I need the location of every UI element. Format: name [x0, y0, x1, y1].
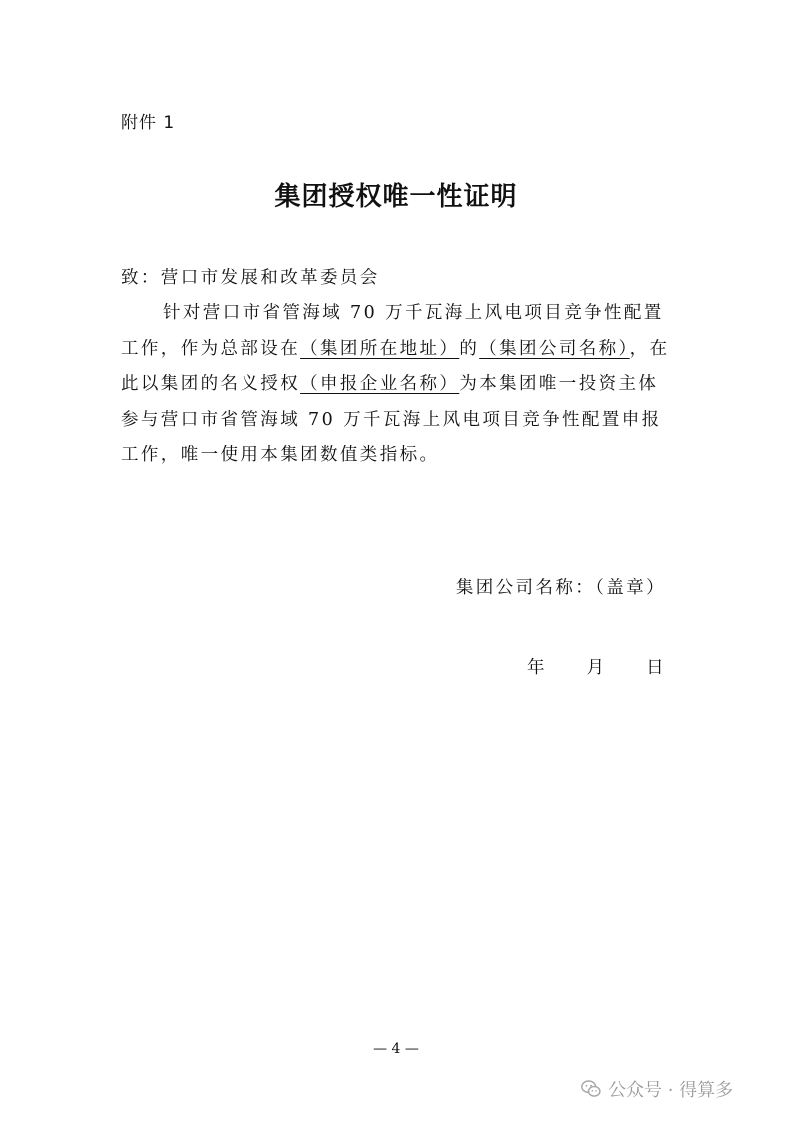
- paragraph-part-4: 为本集团唯一投资主体参与营口市省管海域 70 万千瓦海上风电项目竞争性配置申报工作，唯一使用本集团数值类指标。: [121, 374, 662, 465]
- date-month: 月: [586, 658, 605, 678]
- field-group-company-name: （集团公司名称）: [479, 338, 630, 359]
- date-year: 年: [527, 658, 545, 678]
- document-title: 集团授权唯一性证明: [274, 182, 518, 212]
- date-day: 日: [646, 658, 664, 678]
- signature-line: 集团公司名称：（盖章）: [455, 578, 666, 598]
- page-number: — 4 —: [373, 1041, 419, 1057]
- field-applicant-name: （申报企业名称）: [300, 374, 460, 394]
- paragraph-part-1: 针对营口市省管海域 70 万千瓦海上风电项目竞争性配置工作，作为总部设在: [121, 303, 664, 359]
- watermark: [580, 1076, 733, 1102]
- paragraph-part-3: ，在此以集团的名义授权: [121, 338, 670, 394]
- recipient-line: 致：营口市发展和改革委员会: [121, 268, 380, 288]
- paragraph-part-2: 的: [459, 338, 480, 359]
- watermark-text: 公众号 · 得算多: [608, 1080, 734, 1101]
- attachment-label: 附件 1: [121, 113, 176, 133]
- date-line: [527, 654, 664, 679]
- body-paragraph: [121, 296, 676, 474]
- wechat-icon: [580, 1078, 602, 1100]
- field-group-address: （集团所在地址）: [300, 338, 460, 359]
